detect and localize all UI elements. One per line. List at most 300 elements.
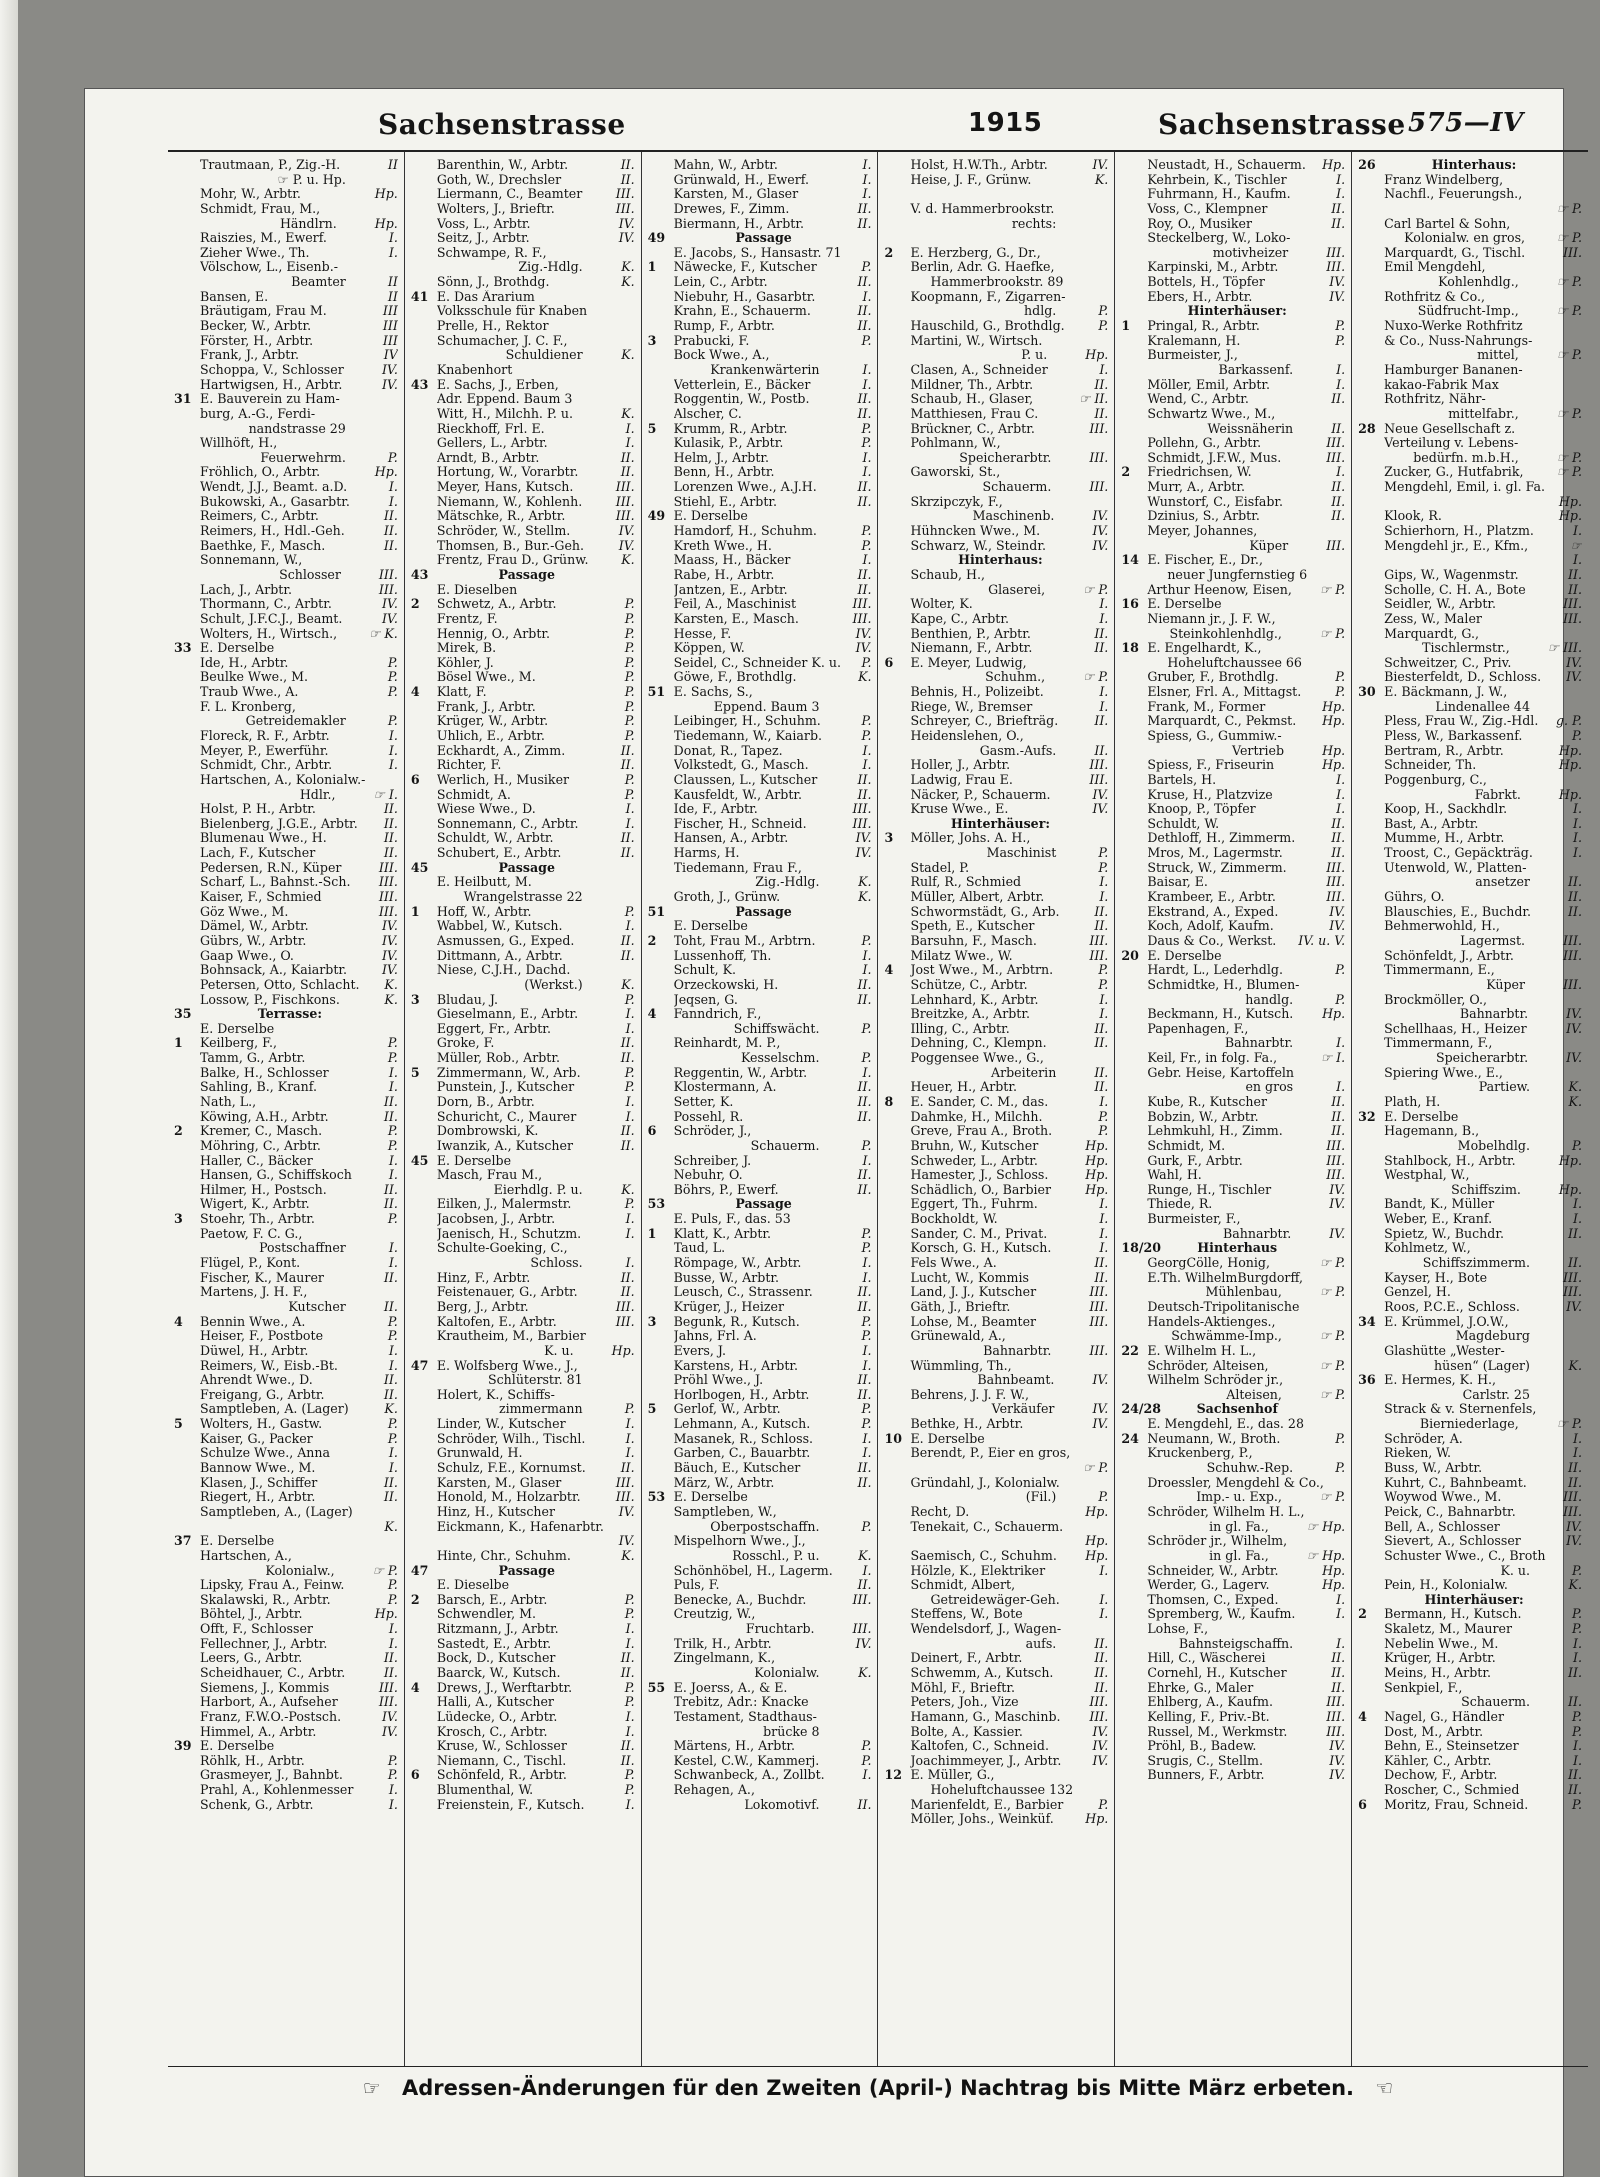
house-number: 24 [1121, 1431, 1139, 1446]
directory-entry [1358, 1154, 1582, 1169]
directory-entry [411, 641, 635, 656]
entry-text: Mobelhdlg. [1457, 1138, 1530, 1153]
directory-entry [174, 1593, 398, 1608]
entry-text: Bielenberg, J.G.E., Arbtr. [200, 816, 358, 831]
floor-code: P. [624, 699, 635, 714]
directory-entry [174, 524, 398, 539]
directory-entry [648, 1798, 872, 1813]
entry-text: Offt, F., Schlosser [200, 1622, 313, 1637]
entry-text: Krautheim, M., Barbier [436, 1329, 586, 1344]
directory-entry [1121, 597, 1345, 612]
floor-code: I. [1099, 362, 1109, 377]
directory-entry [174, 1036, 398, 1051]
floor-code: ☞ P. [372, 1563, 398, 1578]
directory-entry [174, 1139, 398, 1154]
floor-code: I. [388, 1446, 398, 1461]
directory-entry [174, 1183, 398, 1198]
floor-code: P. [861, 655, 872, 670]
entry-text: Blauschies, E., Buchdr. [1384, 904, 1532, 919]
floor-code: P. [624, 1783, 635, 1798]
floor-code: P. [624, 1768, 635, 1783]
floor-code: III [382, 333, 398, 348]
entry-text: Getreidemakler [245, 714, 346, 729]
directory-entry [1121, 993, 1345, 1008]
entry-text: Schaub, H., [910, 567, 985, 582]
entry-text: Drewes, F., Zimm. [673, 201, 790, 216]
floor-code: P. [387, 1051, 398, 1066]
directory-entry [884, 290, 1108, 305]
entry-text: E. Dieselben [436, 582, 518, 597]
directory-entry [174, 495, 398, 510]
entry-text: Küper [1486, 977, 1526, 992]
entry-text: Bukowski, A., Gasarbtr. [200, 494, 350, 509]
entry-text: Schuricht, C., Maurer [436, 1109, 577, 1124]
floor-code: II. [1094, 1065, 1109, 1080]
directory-entry [174, 831, 398, 846]
directory-entry [1358, 1666, 1582, 1681]
directory-entry [648, 1695, 872, 1710]
entry-text: Arndt, B., Arbtr. [436, 450, 540, 465]
directory-entry [648, 1315, 872, 1330]
floor-code: II. [620, 846, 635, 861]
entry-text: Karsten, M., Glaser [436, 1475, 562, 1490]
directory-entry [1358, 202, 1582, 217]
directory-entry [174, 1432, 398, 1447]
directory-entry [174, 993, 398, 1008]
entry-text: Dzinius, S., Arbtr. [1147, 509, 1260, 524]
entry-text: Zingelmann, K., [673, 1651, 776, 1666]
directory-entry [1358, 758, 1582, 773]
entry-text: Reimers, C., Arbtr. [200, 509, 319, 524]
directory-entry [1121, 1388, 1345, 1403]
entry-text: Kruse, W., Schlosser [436, 1739, 567, 1754]
directory-entry [1121, 334, 1345, 349]
directory-entry [884, 744, 1108, 759]
entry-text: rechts: [1011, 216, 1057, 231]
directory-entry [1358, 1344, 1582, 1359]
directory-entry [411, 1388, 635, 1403]
entry-text: Völschow, L., Eisenb.- [200, 260, 338, 275]
entry-text: Lach, J., Arbtr. [200, 582, 292, 597]
floor-code: P. [624, 1592, 635, 1607]
section-heading [1121, 304, 1345, 319]
floor-code: II. [1094, 1665, 1109, 1680]
directory-entry [1358, 1695, 1582, 1710]
floor-code: II. [857, 480, 872, 495]
column-3 [641, 152, 878, 2066]
floor-code: I. [862, 1431, 872, 1446]
entry-text: Bock Wwe., A., [673, 348, 770, 363]
directory-entry [174, 217, 398, 232]
entry-text: Witt, H., Milchh. P. u. [436, 406, 573, 421]
directory-entry [411, 1607, 635, 1622]
floor-code: IV. [855, 831, 872, 846]
directory-entry [884, 1446, 1108, 1461]
floor-code: I. [625, 816, 635, 831]
entry-text: Toht, Frau M., Arbtrn. [673, 933, 816, 948]
directory-entry [884, 1768, 1108, 1783]
floor-code: II. [1094, 1080, 1109, 1095]
floor-code: P. [1098, 846, 1109, 861]
entry-text: Krankenwärterin [710, 362, 820, 377]
floor-code: II. [1094, 641, 1109, 656]
entry-text: Baethke, F., Masch. [200, 538, 326, 553]
floor-code: ☞ P. [1556, 450, 1582, 465]
house-number: 3 [174, 1212, 183, 1227]
directory-entry [411, 1271, 635, 1286]
entry-text: Schiffszimmerm. [1422, 1256, 1530, 1271]
directory-entry [1121, 685, 1345, 700]
entry-text: Bahnarbtr. [983, 1343, 1052, 1358]
floor-code: IV. [1092, 1402, 1109, 1417]
directory-entry [174, 1168, 398, 1183]
floor-code: II. [383, 1490, 398, 1505]
entry-text: Schuldt, W. [1147, 816, 1220, 831]
directory-entry [411, 1095, 635, 1110]
directory-entry [411, 260, 635, 275]
directory-entry [411, 817, 635, 832]
floor-code: II. [857, 1578, 872, 1593]
floor-code: Hp. [374, 216, 398, 231]
directory-entry [1121, 1549, 1345, 1564]
entry-text: Schwartz Wwe., M., [1147, 406, 1276, 421]
directory-entry [174, 744, 398, 759]
directory-entry [884, 1549, 1108, 1564]
entry-text: E. Derselbe [673, 1490, 748, 1505]
entry-text: Daus & Co., Werkst. [1147, 933, 1277, 948]
directory-entry [411, 319, 635, 334]
entry-text: Schauerm. [1461, 1695, 1530, 1710]
entry-text: Römpage, W., Arbtr. [673, 1256, 802, 1271]
directory-entry [1358, 846, 1582, 861]
house-number: 1 [647, 260, 657, 275]
floor-code: II. [857, 1373, 872, 1388]
entry-text: Hühncken Wwe., M. [910, 524, 1041, 539]
entry-text: Bäuch, E., Kutscher [673, 1461, 801, 1476]
floor-code: I. [1099, 1563, 1109, 1578]
entry-text: Gellers, L., Arbtr. [436, 436, 548, 451]
directory-entry [1358, 465, 1582, 480]
house-number: 36 [1358, 1373, 1376, 1388]
floor-code: II. [620, 933, 635, 948]
entry-text: Pedersen, R.N., Küper [200, 860, 342, 875]
floor-code: II. [1568, 1226, 1582, 1241]
directory-entry [648, 1461, 872, 1476]
directory-entry [174, 1197, 398, 1212]
directory-entry [1358, 890, 1582, 905]
directory-entry [174, 1725, 398, 1740]
directory-entry [1358, 1549, 1582, 1564]
floor-code: I. [1336, 802, 1346, 817]
floor-code: K. [858, 890, 872, 905]
house-number: 4 [410, 685, 420, 700]
directory-entry [174, 1578, 398, 1593]
floor-code: K. [621, 260, 635, 275]
floor-code: II. [620, 758, 635, 773]
directory-entry [884, 919, 1108, 934]
floor-code: II. [857, 392, 872, 407]
directory-entry [411, 304, 635, 319]
entry-text: Halli, A., Kutscher [436, 1695, 554, 1710]
floor-code: IV. [1092, 509, 1109, 524]
entry-text: Schuhw.-Rep. [1206, 1461, 1294, 1476]
directory-entry [1121, 1681, 1345, 1696]
floor-code: P. [387, 1124, 398, 1139]
directory-entry [174, 1695, 398, 1710]
directory-entry [1358, 246, 1582, 261]
directory-entry [174, 202, 398, 217]
floor-code: III. [378, 904, 398, 919]
entry-text: Peick, C., Bahnarbtr. [1384, 1504, 1516, 1519]
entry-text: Saemisch, C., Schuhm. [910, 1548, 1057, 1563]
floor-code: I. [1099, 1226, 1109, 1241]
floor-code: II. [383, 831, 398, 846]
floor-code: P. [1572, 1138, 1582, 1153]
directory-entry [884, 260, 1108, 275]
entry-text: Böhtel, J., Arbtr. [200, 1607, 303, 1622]
floor-code: I. [625, 1446, 635, 1461]
entry-text: Passage [735, 231, 792, 246]
entry-text: Moritz, Frau, Schneid. [1384, 1797, 1529, 1812]
entry-text: Näcker, P., Schauerm. [910, 787, 1051, 802]
entry-text: Gurk, F., Arbtr. [1147, 1153, 1243, 1168]
page-header [168, 102, 1588, 154]
directory-entry [411, 1432, 635, 1447]
directory-entry [411, 1490, 635, 1505]
entry-text: Joachimmeyer, J., Arbtr. [910, 1753, 1062, 1768]
floor-code: K. [621, 1548, 635, 1563]
floor-code: I. [1336, 362, 1346, 377]
directory-entry [174, 905, 398, 920]
directory-entry [411, 202, 635, 217]
entry-text: Alteisen, [1226, 1387, 1282, 1402]
floor-code: ☞ P. [1556, 465, 1582, 480]
entry-text: Creutzig, W., [673, 1607, 756, 1622]
floor-code: II. [1568, 1461, 1582, 1476]
directory-entry [648, 1285, 872, 1300]
floor-code: II. [1094, 919, 1109, 934]
floor-code: IV. [1566, 1051, 1582, 1066]
floor-code: I. [388, 231, 398, 246]
directory-entry [1121, 729, 1345, 744]
entry-text: Puls, F. [673, 1578, 720, 1593]
directory-entry [411, 1124, 635, 1139]
directory-entry [1358, 187, 1582, 202]
floor-code: II. [1331, 216, 1346, 231]
entry-text: Keilberg, F., [200, 1036, 277, 1051]
floor-code: K. [858, 1665, 872, 1680]
entry-text: Dehning, C., Klempn. [910, 1036, 1047, 1051]
floor-code: III. [852, 1592, 872, 1607]
floor-code: Hp. [1322, 743, 1346, 758]
directory-entry [648, 1593, 872, 1608]
directory-entry [884, 1607, 1108, 1622]
directory-entry [174, 1402, 398, 1417]
directory-entry [1121, 1564, 1345, 1579]
directory-entry [174, 963, 398, 978]
floor-code: II. [857, 1475, 872, 1490]
directory-entry [174, 1681, 398, 1696]
floor-code: I. [1336, 465, 1346, 480]
entry-text: Frentz, F. [436, 611, 498, 626]
directory-entry [1358, 1197, 1582, 1212]
floor-code: I. [1572, 1636, 1582, 1651]
floor-code: P. [624, 1080, 635, 1095]
entry-text: Busse, W., Arbtr. [673, 1270, 780, 1285]
entry-text: Pohlmann, W., [910, 436, 1001, 451]
floor-code: I. [388, 494, 398, 509]
entry-text: Kelling, F., Priv.-Bt. [1147, 1709, 1270, 1724]
floor-code: ☞ P. [1319, 626, 1346, 641]
floor-code: II. [1094, 1021, 1109, 1036]
directory-entry [411, 963, 635, 978]
header-page-number: 575—IV [1408, 108, 1524, 138]
floor-code: Hp. [374, 465, 398, 480]
directory-entry [1358, 319, 1582, 334]
entry-text: Sander, C. M., Privat. [910, 1226, 1048, 1241]
entry-text: Schauerm. [750, 1138, 820, 1153]
entry-text: Stahlbock, H., Arbtr. [1384, 1153, 1516, 1168]
directory-entry [1121, 963, 1345, 978]
floor-code: Hp. [1085, 1138, 1109, 1153]
floor-code: P. [624, 992, 635, 1007]
directory-entry [174, 275, 398, 290]
floor-code: P. [861, 1051, 872, 1066]
entry-text: Hill, C., Wäscherei [1147, 1651, 1266, 1666]
entry-text: Samptleben, W., [673, 1504, 777, 1519]
directory-entry [884, 758, 1108, 773]
entry-text: burg, A.-G., Ferdi- [200, 406, 316, 421]
entry-text: Wrangelstrasse 22 [463, 890, 583, 905]
house-number: 5 [647, 421, 657, 436]
footer-text: Adressen-Änderungen für den Zweiten (April-) Nachtrag bis Mitte März erbeten. [401, 2076, 1355, 2100]
floor-code: III. [1326, 436, 1346, 451]
directory-entry [411, 1285, 635, 1300]
entry-text: Nuxo-Werke Rothfritz [1384, 319, 1523, 334]
entry-text: Lindenallee 44 [1435, 699, 1530, 714]
entry-text: Schloss. [530, 1256, 583, 1271]
entry-text: Hesse, F. [673, 626, 732, 641]
floor-code: P. [1098, 304, 1109, 319]
floor-code: P. [861, 1519, 872, 1534]
directory-entry [411, 1110, 635, 1125]
entry-text: Masch, Frau M., [436, 1168, 543, 1183]
entry-text: Alscher, C. [673, 406, 742, 421]
entry-text: Koopmann, F., Zigarren- [910, 289, 1066, 304]
directory-entry [411, 217, 635, 232]
directory-entry [648, 1564, 872, 1579]
floor-code: I. [1572, 1739, 1582, 1754]
entry-text: Dost, M., Arbtr. [1384, 1724, 1484, 1739]
entry-text: Steinkohlenhdlg., [1169, 626, 1282, 641]
entry-text: Steckelberg, W., Loko- [1147, 231, 1291, 246]
section-heading [1358, 158, 1582, 173]
directory-entry [1358, 788, 1582, 803]
entry-text: E. Jacobs, S., Hansastr. 71 [673, 245, 842, 260]
entry-text: E. Heilbutt, M. [436, 875, 532, 890]
directory-entry [884, 1520, 1108, 1535]
directory-entry [1358, 597, 1582, 612]
house-number: 43 [410, 567, 429, 582]
entry-text: Reimers, W., Eisb.-Bt. [200, 1358, 338, 1373]
directory-entry [411, 480, 635, 495]
entry-text: Claussen, L., Kutscher [673, 772, 818, 787]
entry-text: Beulke Wwe., M. [200, 670, 309, 685]
floor-code: II [387, 289, 398, 304]
house-number: 34 [1358, 1314, 1376, 1329]
floor-code: II. [1331, 831, 1346, 846]
floor-code: P. [1335, 1461, 1346, 1476]
directory-entry [884, 1168, 1108, 1183]
entry-text: Nagel, G., Händler [1384, 1709, 1505, 1724]
floor-code: II. [857, 1080, 872, 1095]
entry-text: Holst, H.W.Th., Arbtr. [910, 158, 1048, 172]
floor-code: III. [1326, 1724, 1346, 1739]
entry-text: Kuhrt, C., Bahnbeamt. [1384, 1475, 1527, 1490]
entry-text: Roos, P.C.E., Schloss. [1384, 1299, 1520, 1314]
directory-entry [1121, 1036, 1345, 1051]
entry-text: Zess, W., Maler [1384, 611, 1482, 626]
entry-text: Mätschke, R., Arbtr. [436, 509, 566, 524]
floor-code: P. [387, 1212, 398, 1227]
floor-code: ☞ P. [1556, 201, 1582, 216]
entry-text: Bottels, H., Töpfer [1147, 275, 1265, 290]
entry-text: Uhlich, E., Arbtr. [436, 728, 545, 743]
directory-entry [1358, 685, 1582, 700]
entry-text: Köwing, A.H., Arbtr. [200, 1109, 329, 1124]
directory-entry [1358, 1124, 1582, 1139]
directory-entry [1121, 1534, 1345, 1549]
floor-code: P. [1098, 1490, 1109, 1505]
floor-code: II. [383, 1475, 398, 1490]
directory-entry [1121, 217, 1345, 232]
directory-entry [174, 919, 398, 934]
floor-code: P. [387, 670, 398, 685]
floor-code: II. [620, 450, 635, 465]
directory-entry [411, 744, 635, 759]
entry-text: Schwarz, W., Steindr. [910, 538, 1046, 553]
floor-code: IV. [1566, 1519, 1582, 1534]
directory-entry [884, 1227, 1108, 1242]
directory-entry [884, 1080, 1108, 1095]
floor-code: Hp. [1558, 509, 1582, 524]
floor-code: I. [388, 1241, 398, 1256]
entry-text: Greve, Frau A., Broth. [910, 1124, 1053, 1139]
directory-entry [411, 524, 635, 539]
directory-entry [411, 1329, 635, 1344]
entry-text: Seitz, J., Arbtr. [436, 231, 530, 246]
directory-entry [174, 1051, 398, 1066]
directory-entry [648, 773, 872, 788]
directory-entry [884, 1036, 1108, 1051]
floor-code: I. [388, 1636, 398, 1651]
listing-columns [168, 152, 1588, 2067]
entry-text: Iwanzik, A., Kutscher [436, 1138, 574, 1153]
floor-code: I. [1099, 1197, 1109, 1212]
directory-entry [648, 304, 872, 319]
floor-code: I. [1572, 1431, 1582, 1446]
floor-code: IV. [618, 524, 635, 539]
directory-entry [1121, 1197, 1345, 1212]
entry-text: Dechow, F., Arbtr. [1384, 1768, 1498, 1783]
directory-entry [1121, 714, 1345, 729]
directory-entry [174, 1622, 398, 1637]
directory-entry [1121, 1168, 1345, 1183]
entry-text: Trilk, H., Arbtr. [673, 1636, 772, 1651]
directory-entry [411, 1739, 635, 1754]
floor-code: II. [620, 1651, 635, 1666]
entry-text: Burmeister, F., [1147, 1212, 1241, 1227]
